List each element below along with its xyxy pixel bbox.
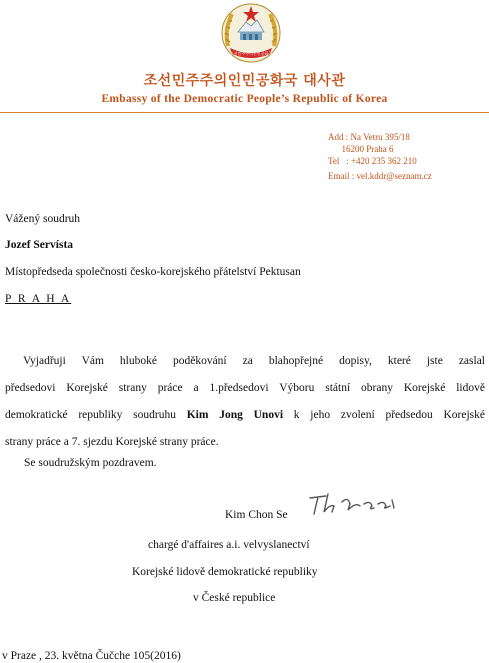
header-divider (0, 112, 489, 113)
state-emblem-icon (220, 2, 282, 64)
closing-greeting: Se soudružským pozdravem. (24, 457, 157, 469)
email-line: Email : vel.kddr@seznam.cz (328, 171, 432, 181)
embassy-title-english: Embassy of the Democratic People’s Republic of Korea (101, 93, 388, 105)
address-line-1: Add : Na Vetru 395/18 (328, 132, 410, 142)
signer-place: v České republice (193, 592, 276, 604)
recipient-city: P R A H A (5, 293, 72, 305)
svg-text:조선민주주의인민공화국: 조선민주주의인민공화국 (229, 51, 273, 56)
letter-paragraph (5, 348, 485, 456)
letter-line-3-after: k jeho zvolení předsedou Korejské (283, 409, 485, 421)
recipient-role: Místopředseda společnosti česko-korejského přátelství Pektusan (5, 266, 301, 278)
embassy-title-korean: 조선민주주의인민공화국 대사관 (143, 73, 346, 89)
phone-line: Tel : +420 235 362 210 (328, 156, 417, 166)
dateline: v Praze , 23. května Čučche 105(2016) (2, 650, 181, 662)
address-line-2: 16200 Praha 6 (328, 144, 394, 154)
contact-block (328, 131, 417, 167)
recipient-name: Jozef Servísta (5, 239, 74, 251)
letter-line-1: Vyjadřuji Vám hluboké poděkování za blahopřejné dopisy, které jste zaslal (23, 355, 485, 367)
letter-line-4: strany práce a 7. sjezdu Korejské strany práce. (5, 436, 219, 448)
signer-name: Kim Chon Se (225, 509, 288, 521)
handwritten-signature (304, 490, 400, 518)
leader-name: Kim Jong Unovi (186, 409, 284, 421)
signer-organization: Korejské lidově demokratické republiky (132, 566, 318, 578)
salutation: Vážený soudruh (5, 213, 81, 225)
letter-line-3-before: demokratické republiky soudruhu (5, 409, 187, 421)
letter-line-3 (5, 402, 485, 429)
signer-title: chargé d'affaires a.i. velvyslanectví (148, 539, 310, 551)
letter-line-2: předsedovi Korejské strany práce a 1.předsedovi Výboru státní obrany Korejské lidově (5, 382, 485, 394)
